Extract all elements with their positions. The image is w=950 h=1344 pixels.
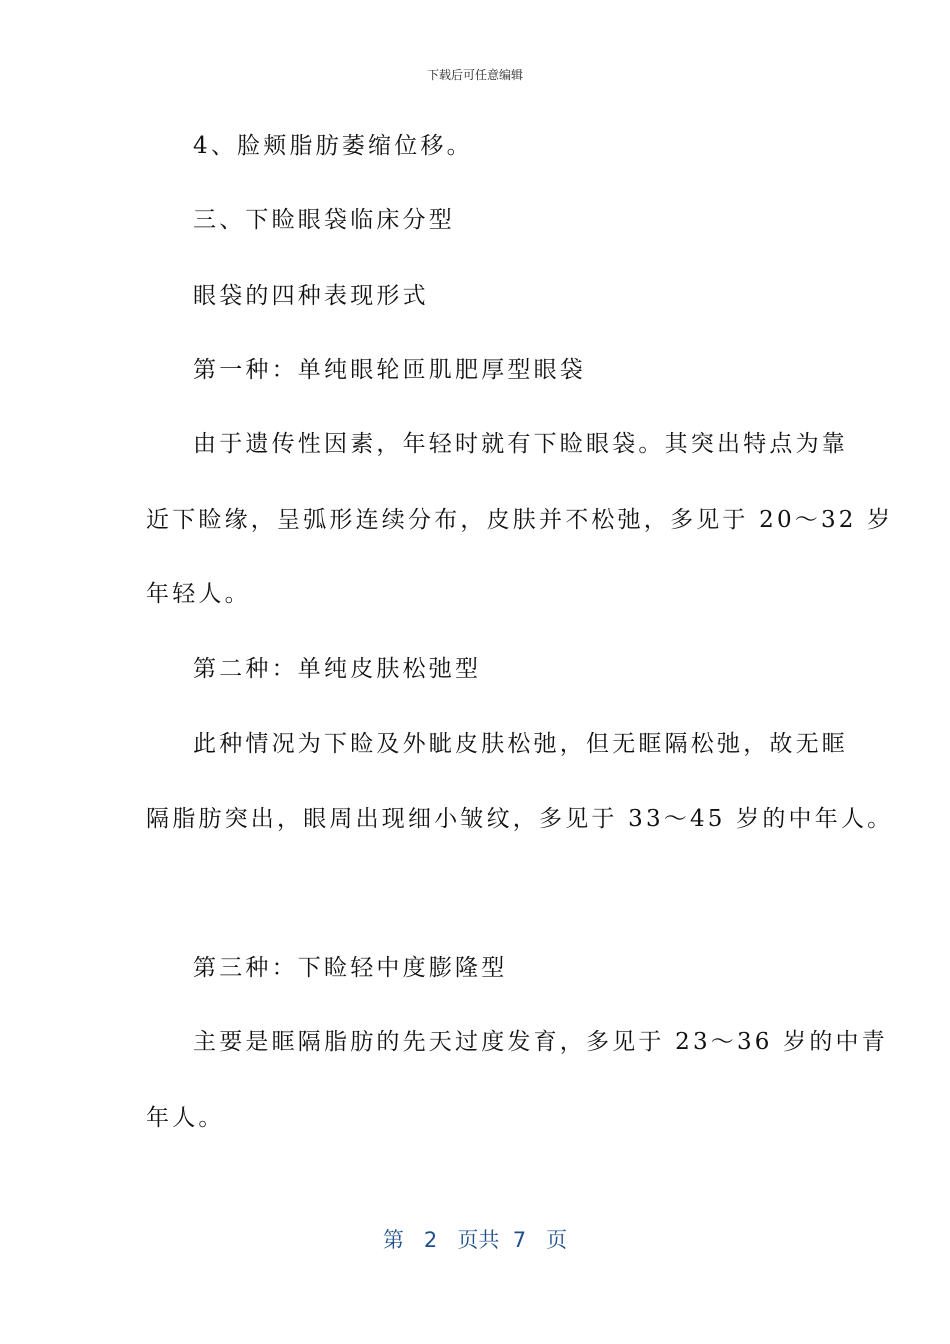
type-one-heading: 第一种：单纯眼轮匝肌肥厚型眼袋 — [193, 357, 586, 383]
type-one-text-line-2: 近下睑缘，呈弧形连续分布，皮肤并不松弛，多见于 20～32 岁 — [146, 507, 894, 533]
type-three-text-line-1: 主要是眶隔脂肪的先天过度发育，多见于 23～36 岁的中青 — [193, 1029, 888, 1055]
type-three-text-line-2: 年人。 — [146, 1105, 225, 1131]
type-two-heading: 第二种：单纯皮肤松弛型 — [193, 656, 482, 682]
type-three-heading: 第三种：下睑轻中度膨隆型 — [193, 955, 508, 981]
footer-suffix: 页 — [546, 1228, 568, 1252]
footer-middle: 页共 — [457, 1228, 500, 1252]
total-pages: 7 — [512, 1228, 527, 1252]
type-two-text-line-2: 隔脂肪突出，眼周出现细小皱纹，多见于 33～45 岁的中年人。 — [146, 806, 894, 832]
footer-prefix: 第 — [382, 1228, 404, 1252]
list-item-cheek-fat: 4、脸颊脂肪萎缩位移。 — [193, 133, 473, 159]
paragraph-intro: 眼袋的四种表现形式 — [193, 283, 429, 309]
type-one-text-line-3: 年轻人。 — [146, 581, 251, 607]
page-header: 下载后可任意编辑 — [426, 68, 523, 82]
page-footer — [0, 1224, 950, 1254]
type-two-text-line-1: 此种情况为下睑及外眦皮肤松弛，但无眶隔松弛，故无眶 — [193, 731, 848, 757]
page-number: 2 — [423, 1228, 438, 1252]
section-heading: 三、下睑眼袋临床分型 — [193, 207, 455, 233]
type-one-text-line-1: 由于遗传性因素，年轻时就有下睑眼袋。其突出特点为靠 — [193, 431, 848, 457]
